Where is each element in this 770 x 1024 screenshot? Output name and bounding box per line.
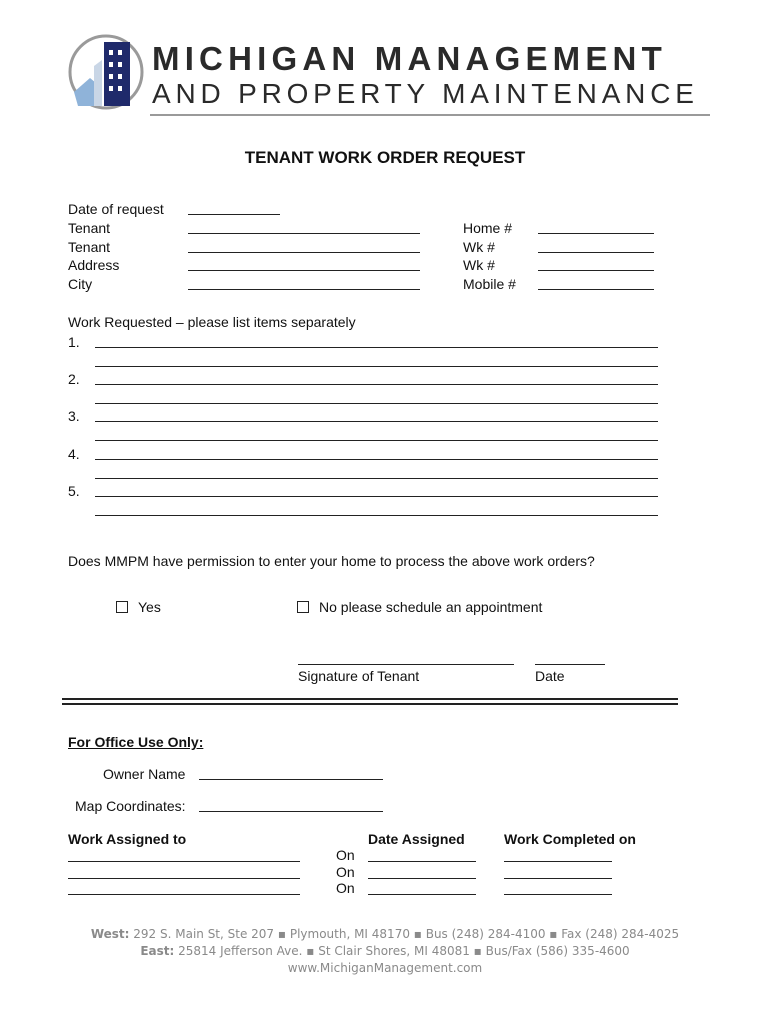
map-coordinates-label: Map Coordinates: (75, 798, 186, 814)
mobile-phone-field[interactable] (538, 289, 654, 290)
work-item-line[interactable] (95, 366, 658, 367)
on-label: On (336, 880, 355, 896)
on-label: On (336, 864, 355, 880)
on-label: On (336, 847, 355, 863)
tenant-label-2: Tenant (68, 239, 111, 255)
footer-website[interactable]: www.MichiganManagement.com (287, 961, 483, 975)
work-item-line[interactable] (95, 421, 658, 422)
option-no-label: No please schedule an appointment (319, 599, 543, 615)
work-completed-header: Work Completed on (504, 831, 636, 847)
company-name-line1: MICHIGAN MANAGEMENT (152, 40, 667, 77)
checkbox-icon[interactable] (116, 601, 128, 613)
item-number: 5. (68, 483, 80, 499)
option-no[interactable] (297, 599, 542, 615)
work-assigned-field[interactable] (68, 861, 300, 862)
work-assigned-field[interactable] (68, 894, 300, 895)
tenant-label: Tenant (68, 220, 111, 236)
city-label: City (68, 276, 93, 292)
work-phone-field-2[interactable] (538, 270, 654, 271)
map-coordinates-field[interactable] (199, 811, 383, 812)
header-divider (150, 114, 710, 116)
footer-east-text: 25814 Jefferson Ave. ▪ St Clair Shores, MI 48081 ▪ Bus/Fax (586) 335-4600 (178, 944, 630, 958)
tenant-field-2[interactable] (188, 252, 420, 253)
work-item-line[interactable] (95, 440, 658, 441)
signature-label: Signature of Tenant (298, 668, 420, 684)
tenant-field[interactable] (188, 233, 420, 234)
date-assigned-field[interactable] (368, 894, 476, 895)
item-number: 3. (68, 408, 80, 424)
work-phone-label: Wk # (463, 239, 495, 255)
work-completed-field[interactable] (504, 894, 612, 895)
item-number: 2. (68, 371, 80, 387)
address-label: Address (68, 257, 120, 273)
work-completed-field[interactable] (504, 861, 612, 862)
work-assigned-header: Work Assigned to (68, 831, 187, 847)
work-completed-field[interactable] (504, 878, 612, 879)
work-phone-label-2: Wk # (463, 257, 495, 273)
item-number: 1. (68, 334, 80, 350)
footer-west-label: West: (90, 927, 130, 941)
work-item-line[interactable] (95, 478, 658, 479)
home-phone-label: Home # (463, 220, 513, 236)
section-divider (62, 703, 678, 705)
date-label: Date (535, 668, 565, 684)
checkbox-icon[interactable] (297, 601, 309, 613)
date-of-request-label: Date of request (68, 201, 164, 217)
date-of-request-field[interactable] (188, 214, 280, 215)
form-title: TENANT WORK ORDER REQUEST (244, 148, 526, 167)
footer-west-address (0, 926, 770, 943)
date-assigned-header: Date Assigned (368, 831, 465, 847)
option-yes[interactable] (116, 599, 161, 615)
footer-west-text: 292 S. Main St, Ste 207 ▪ Plymouth, MI 48170 ▪ Bus (248) 284-4100 ▪ Fax (248) 284-4025 (133, 927, 680, 941)
work-assigned-field[interactable] (68, 878, 300, 879)
office-use-heading: For Office Use Only: (68, 734, 204, 750)
mobile-phone-label: Mobile # (463, 276, 516, 292)
date-assigned-field[interactable] (368, 861, 476, 862)
signature-field[interactable] (298, 664, 514, 665)
footer-east-label: East: (140, 944, 175, 958)
work-item-line[interactable] (95, 459, 658, 460)
owner-name-label: Owner Name (103, 766, 186, 782)
work-item-line[interactable] (95, 384, 658, 385)
work-item-line[interactable] (95, 515, 658, 516)
footer-east-address (0, 943, 770, 960)
signature-date-field[interactable] (535, 664, 605, 665)
work-item-line[interactable] (95, 347, 658, 348)
work-item-line[interactable] (95, 496, 658, 497)
work-phone-field[interactable] (538, 252, 654, 253)
work-item-line[interactable] (95, 403, 658, 404)
permission-question: Does MMPM have permission to enter your home to process the above work orders? (68, 553, 595, 569)
option-yes-label: Yes (138, 599, 161, 615)
building-logo-icon (68, 32, 146, 110)
section-divider (62, 698, 678, 700)
address-field[interactable] (188, 270, 420, 271)
work-requested-label: Work Requested – please list items separately (68, 314, 356, 330)
item-number: 4. (68, 446, 80, 462)
owner-name-field[interactable] (199, 779, 383, 780)
city-field[interactable] (188, 289, 420, 290)
home-phone-field[interactable] (538, 233, 654, 234)
company-name-line2: AND PROPERTY MAINTENANCE (152, 78, 699, 109)
date-assigned-field[interactable] (368, 878, 476, 879)
